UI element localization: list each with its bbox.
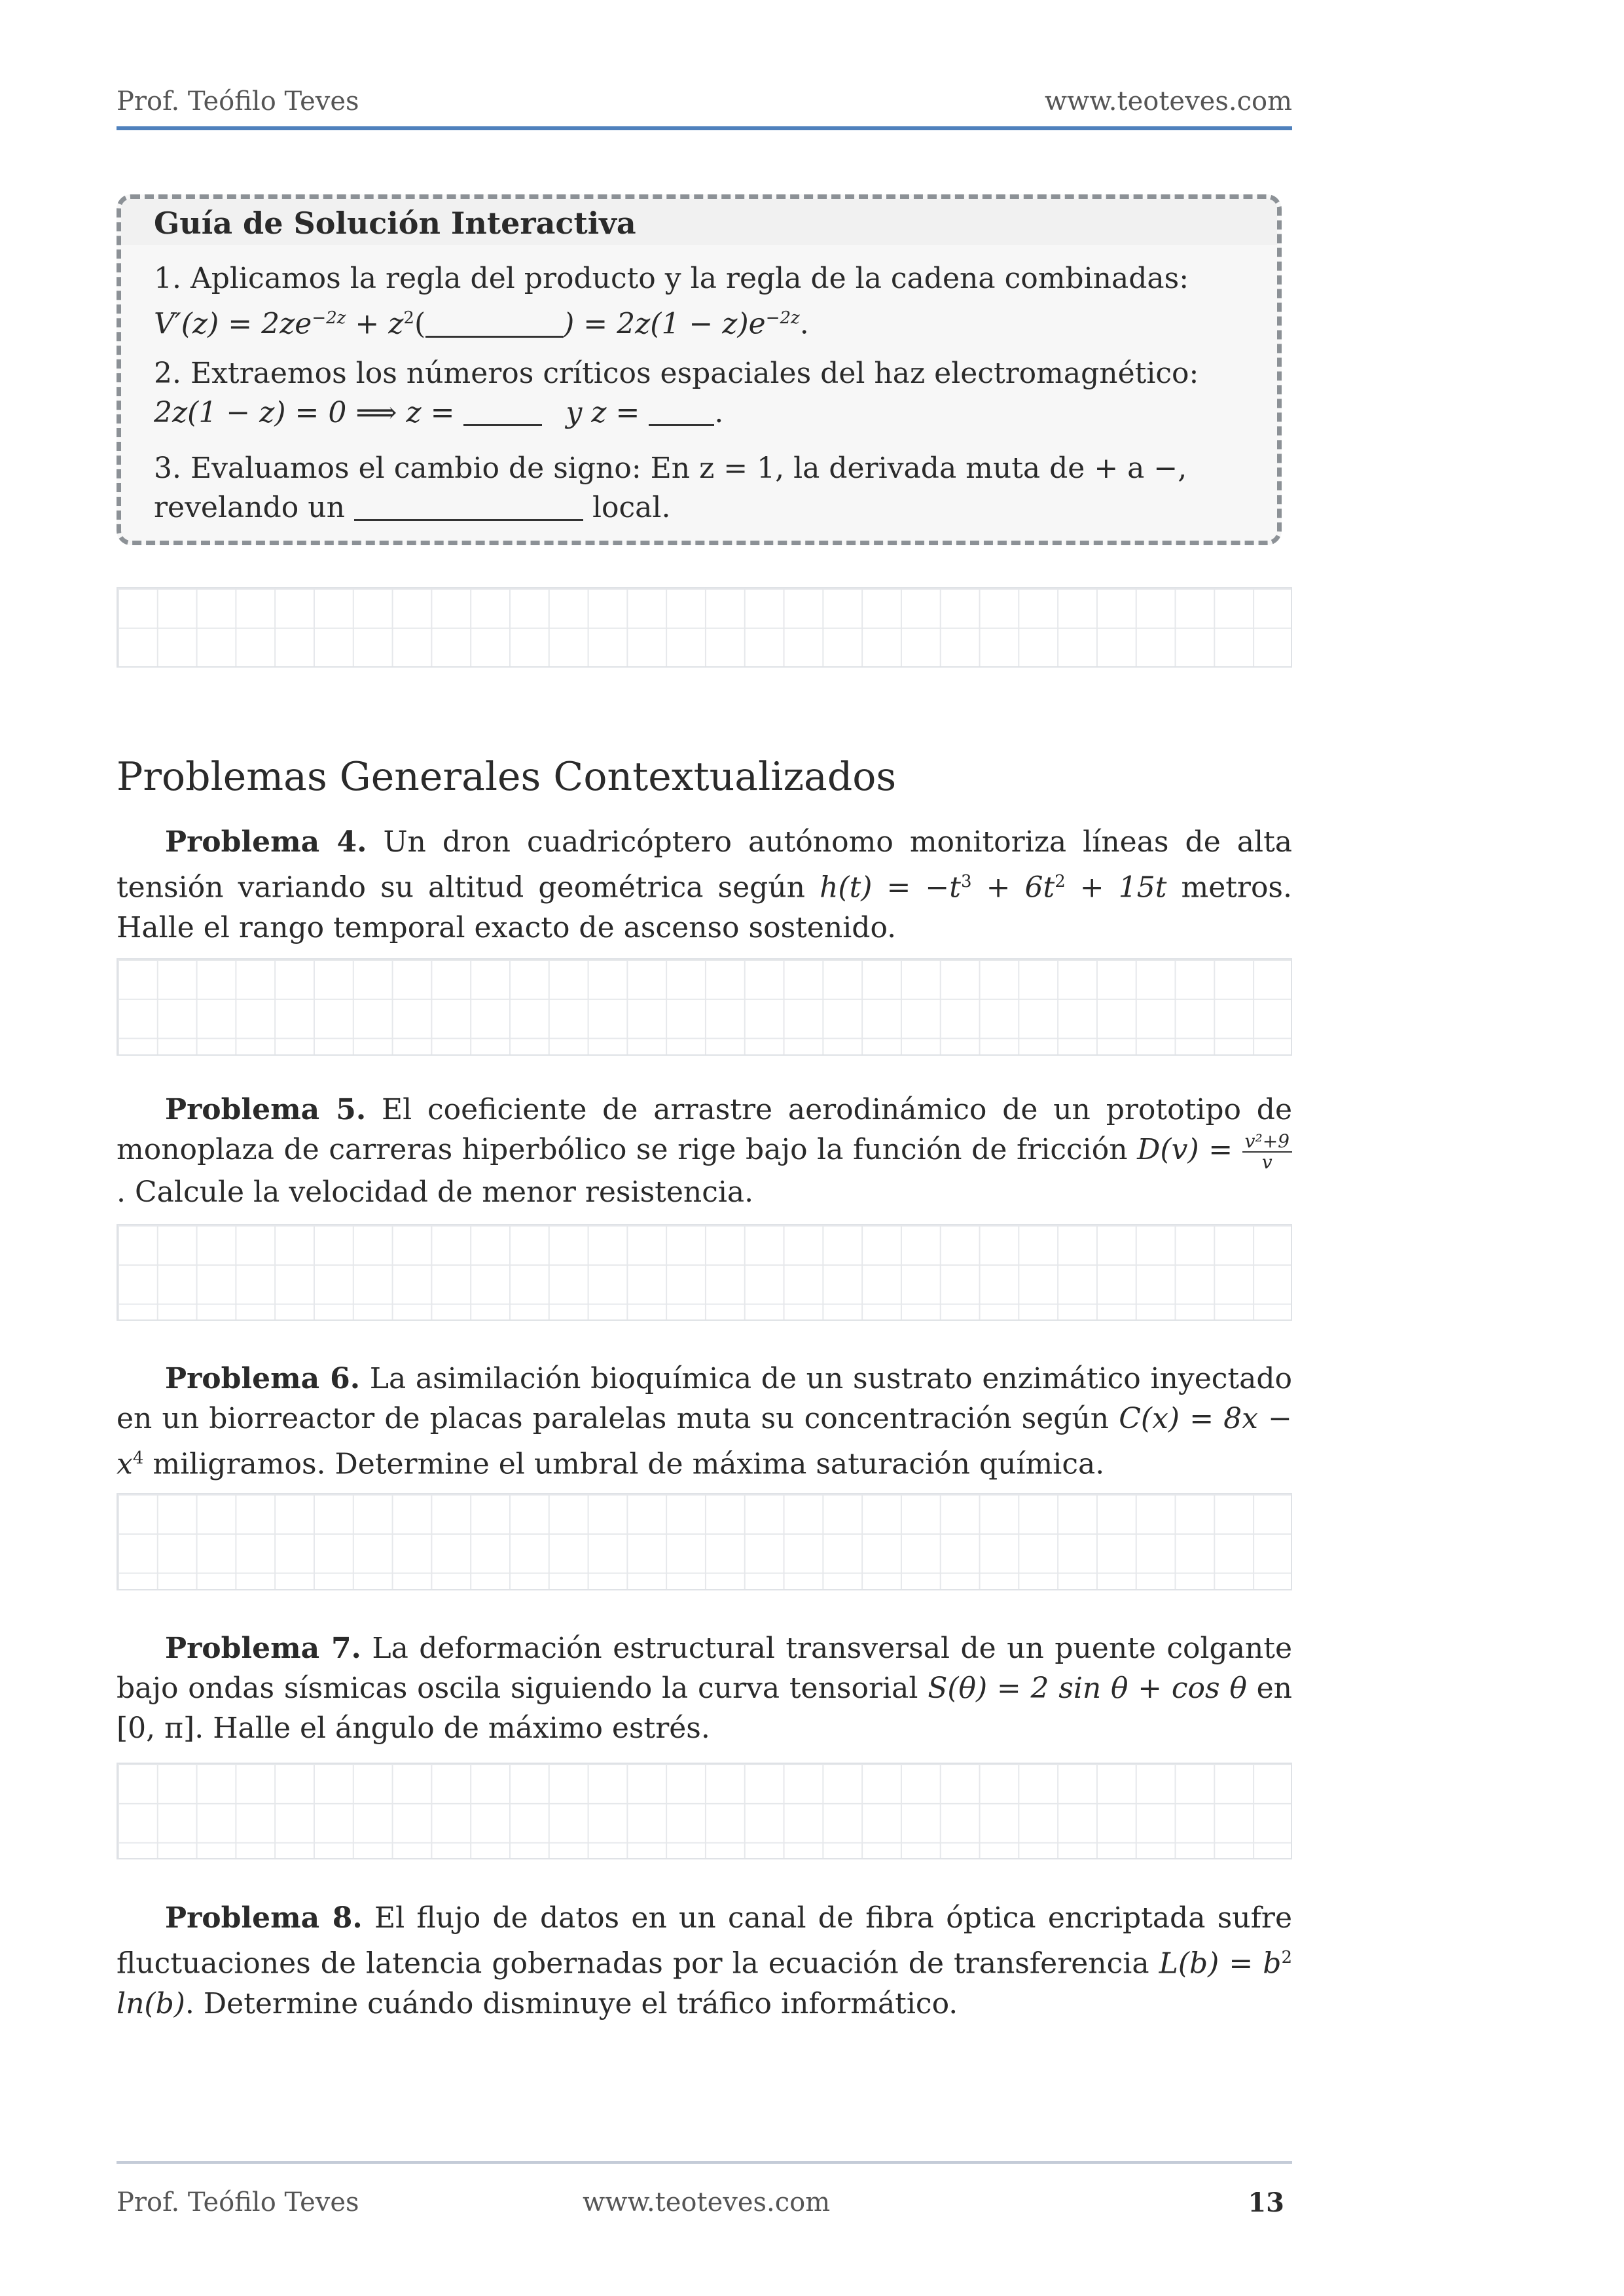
answer-grid-problem-5[interactable] bbox=[117, 1224, 1292, 1321]
problem-8-rest: . Determine cuándo disminuye el tráfico informático. bbox=[185, 1986, 958, 2020]
problem-5-label: Problema 5. bbox=[165, 1093, 367, 1126]
problem-5-fraction bbox=[1242, 1132, 1292, 1172]
footer-author: Prof. Teófilo Teves bbox=[117, 2187, 359, 2217]
guide-title: Guía de Solución Interactiva bbox=[154, 206, 636, 241]
problem-4-text: Un dron cuadricóptero autónomo monitoriza líneas de alta tensión variando su altitud geométrica según bbox=[117, 825, 1292, 905]
problem-6-rest: miligramos. Determine el umbral de máxima saturación química. bbox=[143, 1447, 1105, 1481]
guide-step-2 bbox=[154, 354, 1260, 433]
footer-website[interactable]: www.teoteves.com bbox=[583, 2187, 831, 2217]
solution-guide-box bbox=[117, 194, 1282, 545]
problem-6-text: La asimilación bioquímica de un sustrato enzimático inyectado en un biorreactor de placas paralelas muta su concentración según bbox=[117, 1362, 1292, 1435]
problem-4 bbox=[117, 822, 1292, 948]
problem-7 bbox=[117, 1628, 1292, 1748]
problem-6 bbox=[117, 1359, 1292, 1484]
problem-7-rest: en [0, π]. Halle el ángulo de máximo estrés. bbox=[117, 1672, 1293, 1745]
answer-grid-problem-4[interactable] bbox=[117, 958, 1292, 1056]
step3-blank[interactable] bbox=[354, 493, 583, 521]
problem-5 bbox=[117, 1090, 1292, 1212]
problem-5-frac-den: v bbox=[1261, 1151, 1272, 1173]
footer-rule bbox=[117, 2161, 1292, 2164]
step1-exp-a: −2z bbox=[312, 308, 346, 328]
step1-math-b: + z bbox=[346, 307, 404, 341]
step1-exp-c: −2z bbox=[765, 308, 800, 328]
problem-5-frac-num: v²+9 bbox=[1242, 1132, 1292, 1153]
step1-math-c: ) = 2z(1 − z)e bbox=[563, 307, 766, 341]
problem-8-sup1: 2 bbox=[1281, 1948, 1292, 1967]
step2-math-a: 2z(1 − z) = 0 ⟹ z = bbox=[154, 396, 464, 429]
step2-blank-2[interactable] bbox=[649, 398, 714, 426]
guide-step-3-text: 3. Evaluamos el cambio de signo: En z = 1, la derivada muta de + a −, bbox=[154, 452, 1187, 485]
step2-mid: y z = bbox=[566, 396, 649, 429]
step1-math-a: V′(z) = 2ze bbox=[154, 307, 312, 341]
problem-8-math2: ln(b) bbox=[117, 1986, 185, 2020]
problem-7-math: S(θ) = 2 sin θ + cos θ bbox=[928, 1672, 1247, 1705]
guide-step-1-text: 1. Aplicamos la regla del producto y la regla de la cadena combinadas: bbox=[154, 262, 1189, 295]
problem-6-label: Problema 6. bbox=[165, 1362, 361, 1395]
header-author: Prof. Teófilo Teves bbox=[117, 86, 359, 117]
answer-grid-guide[interactable] bbox=[117, 587, 1292, 668]
problem-6-sup1: 4 bbox=[132, 1448, 144, 1468]
section-title: Problemas Generales Contextualizados bbox=[117, 754, 897, 800]
problem-4-sup2: 2 bbox=[1055, 872, 1066, 891]
problem-4-math3: + 15t bbox=[1065, 870, 1167, 905]
problem-8-label: Problema 8. bbox=[165, 1901, 363, 1935]
guide-step-2-math: 2z(1 − z) = 0 ⟹ z = y z = . bbox=[154, 396, 724, 429]
problem-7-text: La deformación estructural transversal de un puente colgante bajo ondas sísmicas oscila siguiendo la curva tensorial bbox=[117, 1632, 1292, 1705]
guide-step-2-text: 2. Extraemos los números críticos espaciales del haz electromagnético: bbox=[154, 357, 1199, 390]
problem-4-label: Problema 4. bbox=[165, 825, 367, 859]
problem-4-rest: metros. Halle el rango temporal exacto de ascenso sostenido. bbox=[117, 870, 1293, 944]
problem-5-rest: . Calcule la velocidad de menor resistencia. bbox=[117, 1175, 754, 1209]
guide-step-3 bbox=[154, 449, 1260, 528]
header-website[interactable]: www.teoteves.com bbox=[1044, 86, 1292, 117]
answer-grid-problem-7[interactable] bbox=[117, 1763, 1292, 1859]
answer-grid-problem-6[interactable] bbox=[117, 1493, 1292, 1590]
problem-8-text: El flujo de datos en un canal de fibra óptica encriptada sufre fluctuaciones de latencia gobernadas por la ecuación de transferencia bbox=[117, 1901, 1292, 1981]
problem-4-math: h(t) = −t bbox=[820, 870, 961, 905]
problem-7-label: Problema 7. bbox=[165, 1632, 361, 1665]
guide-step-1 bbox=[154, 259, 1260, 344]
header-rule bbox=[117, 126, 1292, 130]
problem-4-sup1: 3 bbox=[960, 872, 972, 891]
step3-text-a: revelando un bbox=[154, 491, 345, 524]
step1-blank[interactable] bbox=[425, 310, 563, 338]
guide-step-3-line2 bbox=[154, 488, 1260, 528]
problem-8-math: L(b) = b bbox=[1159, 1946, 1282, 1981]
problem-6-math: C(x) = 8x − x bbox=[117, 1402, 1292, 1481]
problem-5-text: El coeficiente de arrastre aerodinámico de un prototipo de monoplaza de carreras hiperbólico se rige bajo la función de fricción bbox=[117, 1093, 1292, 1166]
problem-8 bbox=[117, 1898, 1292, 2024]
guide-step-1-math: $V'(z) = 2ze^{-2z} + z^2$( ) = $2z(1 - z)e^{-2z}$. bbox=[154, 307, 809, 341]
page-number: 13 bbox=[1248, 2187, 1284, 2218]
problem-5-math: D(v) = bbox=[1137, 1133, 1242, 1166]
step1-exp-b: 2 bbox=[403, 308, 414, 328]
step3-text-b: local. bbox=[592, 491, 671, 524]
step2-blank-1[interactable] bbox=[463, 398, 542, 426]
problem-4-math2: + 6t bbox=[971, 870, 1055, 905]
